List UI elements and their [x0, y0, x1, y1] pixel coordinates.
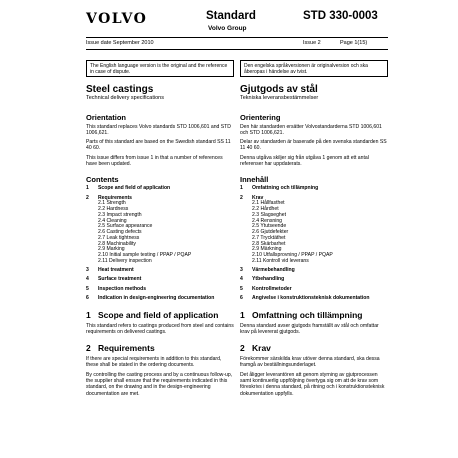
toc-text: 2.1 Hållfasthet — [252, 200, 285, 207]
toc-text: 2.4 Cleaning — [98, 217, 127, 224]
section-paragraph: This standard refers to castings produced from steel and contains requirements on delivered castings. — [86, 322, 234, 335]
toc-text: 2.3 Impact strength — [98, 211, 142, 218]
section-paragraph: By controlling the casting process and by a continuous follow-up, the supplier shall ensure that the requirements indicated in this standard, on the drawing and in the design-engineering documentation are met. — [86, 371, 233, 397]
toc-text: Heat treatment — [98, 267, 134, 274]
toc-entry — [86, 186, 234, 192]
section-number: 1 — [240, 309, 245, 320]
toc-text: Omfattning och tillämpning — [252, 185, 319, 192]
toc-text: Scope and field of application — [98, 185, 171, 192]
toc-text: 2.4 Rensning — [252, 217, 283, 224]
english-column — [86, 84, 234, 400]
language-note-english: The English language version is the original and the reference in case of dispute. — [86, 60, 234, 77]
orientation-heading: Orientation — [86, 112, 127, 122]
section-number: 2 — [86, 343, 91, 354]
toc-text: Ytbehandling — [252, 276, 285, 283]
toc-text: 2.6 Gjutdefekter — [252, 229, 289, 236]
toc-entry — [240, 186, 388, 192]
section-title: Krav — [252, 343, 271, 354]
toc-text: Inspection methods — [98, 285, 147, 292]
section-paragraph: Det åligger leverantören att genom styrning av gjutprocessen samt kontinuerlig uppföljning övertyga sig om att de krav som föreskrivs i denna standard, på ritning och i konstruktionsteknisk dokumentation uppfylls. — [240, 371, 385, 397]
section-paragraph: Förekommer särskilda krav utöver denna standard, ska dessa framgå av beställningsunderlaget. — [240, 356, 380, 369]
toc-number: 5 — [86, 285, 89, 292]
toc-number — [240, 259, 252, 265]
orientation-paragraph: Den här standarden ersätter Volvostandarderna STD 1006,601 och STD 1006,621. — [240, 123, 382, 136]
page-number: Page 1(15) — [340, 40, 368, 46]
orientation-paragraph: Delar av standarden är baserade på den svenska standarden SS 11 40 60. — [240, 139, 387, 152]
toc-text: 2.5 Ytutseende — [252, 223, 287, 230]
toc-entry — [240, 287, 388, 293]
issue-date: Issue date September 2010 — [86, 40, 154, 46]
toc-text: Angivelse i konstruktionsteknisk dokumentation — [252, 294, 370, 301]
issue-number: Issue 2 — [303, 40, 321, 46]
toc-text: 2.5 Surface appearance — [98, 223, 153, 230]
toc-text: 2.2 Hardness — [98, 206, 129, 213]
toc-text: 2.9 Marking — [98, 246, 125, 253]
toc-entry — [240, 296, 388, 302]
orientation-paragraph: This standard replaces Volvo standards STD 1006,601 and STD 1006,621. — [86, 123, 231, 136]
toc-text: Surface treatment — [98, 276, 142, 283]
section-heading — [86, 310, 234, 320]
toc-entry — [86, 287, 234, 293]
toc-text: Indication in design-engineering documentation — [98, 294, 215, 301]
toc-text: 2.2 Hårdhet — [252, 206, 279, 213]
orientation-paragraph: Parts of this standard are based on the Swedish standard SS 11 40 60. — [86, 139, 231, 152]
header-divider-bottom — [86, 49, 388, 50]
document-title: Steel castings — [86, 84, 154, 95]
toc-text: 2.9 Märkning — [252, 246, 282, 253]
toc-number: 2 — [240, 194, 243, 201]
section-title: Requirements — [98, 343, 155, 354]
toc-number: 3 — [86, 267, 89, 274]
toc-entry — [240, 268, 388, 274]
toc-text: 2.6 Casting defects — [98, 229, 142, 236]
table-of-contents — [86, 186, 234, 301]
section-paragraph: If there are special requirements in addition to this standard, these shall be stated in the ordering documents. — [86, 356, 222, 369]
table-of-contents — [240, 186, 388, 301]
toc-text: 2.7 Leak tightness — [98, 234, 140, 241]
toc-number: 1 — [86, 185, 89, 192]
orientation-heading: Orientering — [240, 112, 281, 122]
section-heading — [240, 310, 388, 320]
toc-text: 2.11 Kontroll vid leverans — [252, 257, 309, 264]
toc-text: 2.7 Trycktäthet — [252, 234, 286, 241]
section-paragraph: Denna standard avser gjutgods framställt av stål och omfattar krav på levererat gjutgods. — [240, 322, 379, 335]
swedish-column — [240, 84, 388, 400]
toc-entry — [240, 259, 388, 265]
standard-title: Standard — [206, 10, 256, 22]
contents-heading: Contents — [86, 175, 119, 185]
orientation-paragraph: This issue differs from issue 1 in that a number of references have been updated. — [86, 154, 223, 167]
toc-number: 6 — [240, 294, 243, 301]
toc-number: 2 — [86, 194, 89, 201]
document-subtitle: Tekniska leveransbestämmelser — [240, 95, 319, 101]
section-title: Omfattning och tillämpning — [252, 309, 363, 320]
toc-number: 6 — [86, 294, 89, 301]
section-title: Scope and field of application — [98, 309, 219, 320]
section-number: 1 — [86, 309, 91, 320]
toc-text: Requirements — [98, 194, 132, 201]
toc-number: 4 — [240, 276, 243, 283]
toc-number: 4 — [86, 276, 89, 283]
toc-entry — [86, 259, 234, 265]
document-subtitle: Technical delivery specifications — [86, 95, 164, 101]
toc-number: 3 — [240, 267, 243, 274]
toc-entry — [240, 277, 388, 283]
volvo-logo: VOLVO — [86, 11, 148, 27]
section-heading — [86, 343, 234, 353]
orientation-paragraph: Denna utgåva skiljer sig från utgåva 1 genom att ett antal referenser har uppdaterats. — [240, 154, 369, 167]
toc-entry — [86, 268, 234, 274]
toc-text: 2.8 Skärbarhet — [252, 240, 286, 247]
toc-entry — [86, 296, 234, 302]
toc-text: Värmebehandling — [252, 267, 295, 274]
contents-heading: Innehåll — [240, 175, 269, 185]
group-name: Volvo Group — [208, 25, 247, 32]
toc-number — [86, 259, 98, 265]
section-number: 2 — [240, 343, 245, 354]
toc-text: 2.11 Delivery inspection — [98, 257, 152, 264]
toc-text: 2.3 Slagseghet — [252, 211, 286, 218]
toc-text: Krav — [252, 194, 264, 201]
toc-number: 5 — [240, 285, 243, 292]
language-note-swedish: Den engelska språkversionen är originalversion och ska åberopas i händelse av tvist. — [240, 60, 388, 77]
toc-text: 2.8 Machinability — [98, 240, 136, 247]
toc-number: 1 — [240, 185, 243, 192]
toc-text: Kontrollmetoder — [252, 285, 292, 292]
toc-text: 2.1 Strength — [98, 200, 126, 207]
toc-entry — [86, 277, 234, 283]
section-heading — [240, 343, 388, 353]
standard-number: STD 330-0003 — [303, 10, 378, 22]
toc-text: 2.10 Utfallsprovning / PPAP / PQAP — [252, 252, 333, 259]
document-title: Gjutgods av stål — [240, 84, 318, 95]
toc-text: 2.10 Initial sample testing / PPAP / PQAP — [98, 252, 192, 259]
header-divider-top — [86, 37, 388, 38]
